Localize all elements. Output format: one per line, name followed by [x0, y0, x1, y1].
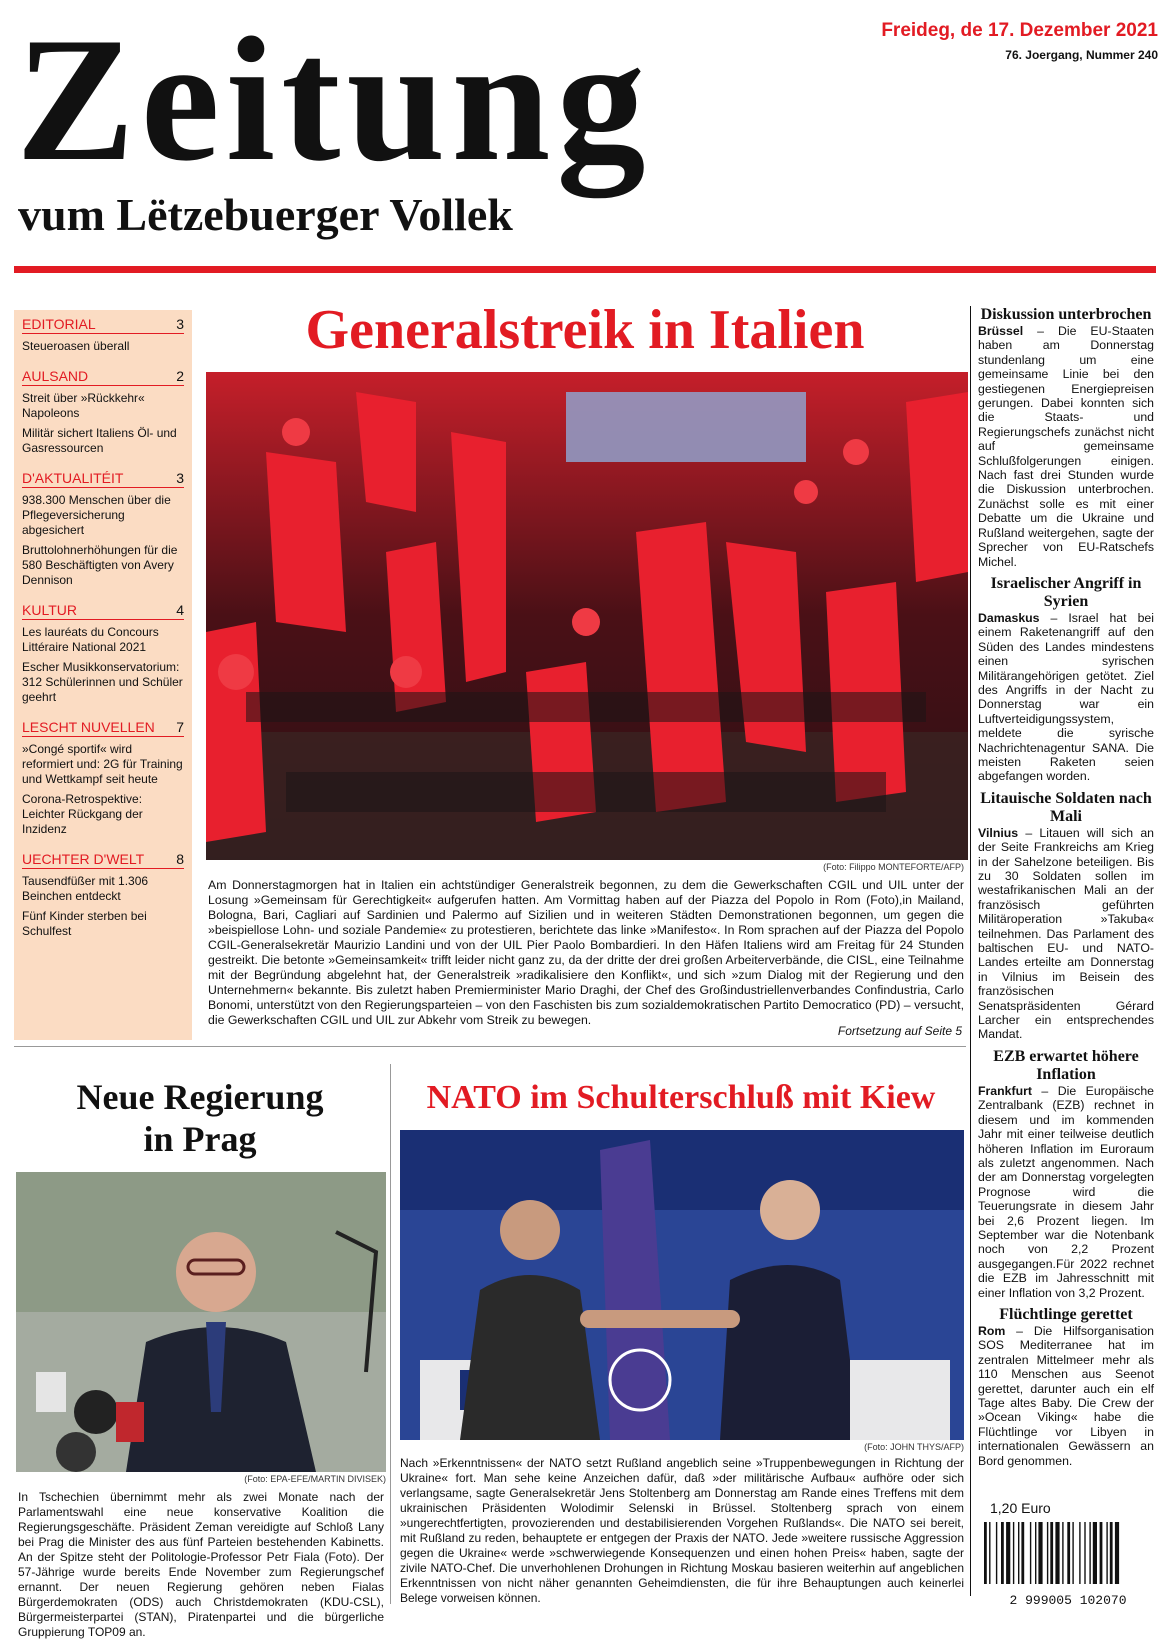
sidebar-section-heading[interactable]	[22, 464, 184, 488]
sidebar-item[interactable]: Les lauréats du Concours Littéraire National 2021	[22, 625, 159, 654]
sidebar-section-heading[interactable]	[22, 845, 184, 869]
barcode-bar	[996, 1522, 997, 1584]
issue-date: Freideg, de 17. Dezember 2021	[881, 20, 1158, 41]
sidebar-section	[22, 310, 184, 354]
section-divider	[14, 1046, 966, 1047]
sidebar-item[interactable]: Escher Musikkonservatorium: 312 Schülerinnen und Schüler geehrt	[22, 660, 183, 704]
price: 1,20 Euro	[990, 1500, 1051, 1516]
sidebar-section-heading[interactable]	[22, 596, 184, 620]
nato-headline: NATO im Schulterschluß mit Kiew	[426, 1079, 936, 1116]
sidebar-section-page: 2	[176, 368, 184, 384]
barcode-bar	[1100, 1522, 1103, 1584]
sidebar-item[interactable]: Corona-Retrospektive: Leichter Rückgang der Inzidenz	[22, 792, 143, 836]
sidebar-item[interactable]: »Congé sportif« wird reformiert und: 2G für Training und Wettkampf seit heute	[22, 742, 183, 786]
barcode-bar	[1050, 1522, 1053, 1584]
barcode-bar	[1035, 1522, 1036, 1584]
barcode-bar	[1047, 1522, 1048, 1584]
barcode-bar	[1106, 1522, 1107, 1584]
prague-photo	[16, 1172, 386, 1472]
sidebar-section-heading[interactable]	[22, 713, 184, 737]
news-brief-title: Flüchtlinge gerettet	[999, 1305, 1133, 1323]
sidebar-section-heading[interactable]	[22, 362, 184, 386]
news-brief-title: EZB erwartet höhere Inflation	[993, 1047, 1139, 1083]
prague-headline	[50, 1076, 350, 1160]
news-brief	[978, 1306, 1154, 1468]
barcode-bar	[1018, 1522, 1019, 1584]
news-brief-dateline: Brüssel	[978, 324, 1024, 338]
news-brief-dateline: Damaskus	[978, 610, 1040, 625]
barcode-bar	[1006, 1522, 1010, 1584]
barcode-bar	[1001, 1522, 1004, 1584]
sidebar-section	[22, 464, 184, 588]
contents-sidebar	[14, 310, 192, 1040]
news-brief-title: Diskussion unterbrochen	[980, 306, 1152, 323]
sidebar-section-name: UECHTER D'WELT	[22, 851, 145, 867]
news-brief-title: Litauische Soldaten nach Mali	[980, 789, 1152, 825]
barcode-bar	[1084, 1522, 1085, 1584]
lead-continued: Fortsetzung auf Seite 5	[837, 1024, 962, 1038]
masthead-title: Zeitung	[16, 0, 652, 198]
barcode-bar	[1021, 1522, 1024, 1584]
lead-photo	[206, 372, 968, 860]
sidebar-section-name: D'AKTUALITÉIT	[22, 470, 124, 486]
barcode-bar	[1072, 1522, 1073, 1584]
news-brief-body: – Die EU-Staaten haben am Donnerstag stundenlang um eine gemeinsame Linie bei den gestiegenen Energiepreisen gerungen. Dabei konnten sich die Staats- und Regierungschefs zunächst nicht auf gemeinsame Schlußfolgerungen einigen. Nach fast drei Stunden wurde die Diskussion unterbrochen. Zunächst solle es mit einer Debatte um die Ukraine und Rußland weitergehen, sagte der Sprecher von EU-Ratschefs Michel.	[978, 324, 1154, 569]
news-brief-text	[978, 1084, 1154, 1300]
lead-photo-credit: (Foto: Filippo MONTEFORTE/AFP)	[823, 862, 964, 872]
barcode	[980, 1522, 1156, 1608]
news-brief-text	[978, 1324, 1154, 1468]
barcode-bar	[1062, 1522, 1063, 1584]
nato-photo	[400, 1130, 964, 1440]
prague-photo-credit: (Foto: EPA-EFE/MARTIN DIVISEK)	[244, 1474, 386, 1484]
sidebar-section-page: 7	[176, 719, 184, 735]
news-brief-text	[978, 826, 1154, 1042]
news-brief	[978, 1048, 1154, 1300]
news-brief-body: – Die Europäische Zentralbank (EZB) rechnet in diesem und im kommenden Jahr mit einer teilweise deutlich höheren Inflation im Euroraum als zuletzt angenommen. Nach der am Donnerstag vorgelegten Prognose wird die Teuerungsrate in diesem Jahr bei 2,6 Prozent liegen. Im September war die Notenbank noch von 2,2 Prozent ausgegangen.Für 2022 rechnet die EZB im Jahresschnitt mit einer Inflation von 3,2 Prozent.	[978, 1083, 1154, 1300]
barcode-bar	[1093, 1522, 1097, 1584]
news-brief	[978, 575, 1154, 784]
news-brief	[978, 306, 1154, 569]
news-brief-body: – Die Hilfsorganisation SOS Mediterranee hat im zentralen Mittelmeer mehr als 110 Menschen aus Seenot gerettet, darunter auch ein elf Tage altes Baby. Die Crew der »Ocean Viking« habe die Flüchtlinge vor Libyen in internationalen Gewässern an Bord genommen.	[978, 1323, 1154, 1468]
news-brief-dateline: Rom	[978, 1323, 1006, 1338]
sidebar-section-name: EDITORIAL	[22, 316, 96, 332]
news-brief	[978, 790, 1154, 1042]
lead-body-text: Am Donnerstagmorgen hat in Italien ein achtstündiger Generalstreik begonnen, zu dem die Gewerkschaften CGIL und UIL unter der Losung »Gemeinsam für Gerechtigkeit« aufgerufen hatten. Am Vormittag haben auf der Piazza del Popolo in Rom (Foto),in Mailand, Bologna, Bari, Cagliari auf Sardinien und Palermo auf Sizilien und in weiteren Städten Demonstrationen begonnen, um gegen die »beispiellose Lohn- und soziale Pandemie« zu protestieren, berichtete das linke »Manifesto«. In Rom sprachen auf der Piazza del Popolo CGIL-Generalsekretär Maurizio Landini und von der UIL Pier Paolo Bombardieri. In den Häfen Italiens wird am Freitag für 24 Stunden gestreikt. Die betonte »Gemeinsamkeit« trifft leider nicht ganz zu, da der dritte der drei großen Arbeiterverbände, die CISL, eine Teilnahme mit der Begründung abgelehnt hat, der Generalstreik »radikalisiere den Konflikt«, und sich »zum Dialog mit der Regierung und den Unternehmern« bekannte. Bis zuletzt haben Premierminister Mario Draghi, der Chef des Großindustriellenverbandes Confindustria, Carlo Bonomi, unterstützt von den Regierungsparteien – von den Faschisten bis zum sozialdemokratischen Partito Democratico (PD) – versucht, die Gewerkschaften CGIL und UIL zur Abkehr vom Streik zu bewegen.	[208, 878, 964, 1027]
nato-body-text: Nach »Erkenntnissen« der NATO setzt Rußland angeblich seine »Truppenbewegungen in Richtung der Ukraine« fort. Man sehe keine Anzeichen dafür, daß »der militärische Aufbau« aufhöre oder sich verlangsame, sagte Generalsekretär Jens Stoltenberg am Donnerstag am Rande eines Treffens mit dem ukrainischen Präsidenten Wolodimir Selenski in Brüssel. Stoltenberg sprach von einem »ungerechtfertigten, provozierenden und destabilisierenden Vorgehen Rußlands«. Die NATO sei bereit, mit Rußland zu reden, behauptete er entgegen der Praxis der NATO. Jede »weitere russische Aggression gegen die Ukraine« werde »schwerwiegende Konsequenzen und einen hohen Preis« haben, sagte der zivile NATO-Chef. Die unverhohlenen Drohungen in Richtung Moskau basieren weiterhin auf angeblichen Erkenntnissen von nicht näher genannten Geheimdiensten, die für ihre Behauptungen auch keinerlei Belege vorweisen können.	[400, 1456, 964, 1605]
news-brief-title: Israelischer Angriff in Syrien	[990, 574, 1142, 610]
prague-headline-line2: in Prag	[143, 1119, 257, 1159]
sidebar-section-page: 4	[176, 602, 184, 618]
prague-headline-line1: Neue Regierung	[76, 1077, 324, 1117]
sidebar-section-page: 3	[176, 470, 184, 486]
prague-body-text: In Tschechien übernimmt mehr als zwei Monate nach der Parlamentswahl eine neue konservative Koalition die Regierungsgeschäfte. Präsident Zeman vereidigte auf Schloß Lany bei Prag die Minister des aus fünf Parteien bestehenden Kabinetts. An der Spitze steht der Politologie-Professor Petr Fiala (Foto). Der 57-Jährige wurde bereits Ende November zum Regierungschef ernannt. Der neuen Regierung gehören neben Fialas Bürgerdemokraten (ODS) auch Christdemokraten (KDU-CSL), Bürgermeisterpartei (STAN), Piratenpartei und die bürgerliche Gruppierung TOP09 an.	[18, 1490, 384, 1639]
sidebar-item[interactable]: Fünf Kinder sterben bei Schulfest	[22, 909, 147, 938]
sidebar-item[interactable]: 938.300 Menschen über die Pflegeversicherung abgesichert	[22, 493, 171, 537]
sidebar-section-heading[interactable]	[22, 310, 184, 334]
sidebar-section-page: 3	[176, 316, 184, 332]
sidebar-section	[22, 713, 184, 837]
sidebar-section-name: LESCHT NUVELLEN	[22, 719, 155, 735]
news-briefs-column	[978, 306, 1154, 1506]
barcode-bar	[1067, 1522, 1070, 1584]
barcode-bar	[1110, 1522, 1113, 1584]
sidebar-section-name: KULTUR	[22, 602, 77, 618]
nato-photo-credit: (Foto: JOHN THYS/AFP)	[864, 1442, 964, 1452]
column-divider	[970, 306, 971, 1596]
news-brief-dateline: Frankfurt	[978, 1083, 1032, 1098]
barcode-bar	[1013, 1522, 1014, 1584]
barcode-bar	[1115, 1522, 1119, 1584]
masthead-rule	[14, 266, 1156, 273]
news-brief-text	[978, 611, 1154, 784]
sidebar-item[interactable]: Streit über »Rückkehr« Napoleons	[22, 391, 145, 420]
sidebar-item[interactable]: Militär sichert Italiens Öl- und Gasressourcen	[22, 426, 177, 455]
prime-minister-image	[16, 1172, 386, 1472]
barcode-number: 2 999005 102070	[1009, 1593, 1127, 1608]
issue-number: 76. Joergang, Nummer 240	[1005, 48, 1158, 62]
barcode-bar	[989, 1522, 990, 1584]
barcode-bar	[1030, 1522, 1031, 1584]
sidebar-section	[22, 362, 184, 456]
barcode-bar	[1038, 1522, 1042, 1584]
sidebar-section-name: AULSAND	[22, 368, 89, 384]
barcode-bars	[980, 1522, 1156, 1592]
news-brief-dateline: Vilnius	[978, 825, 1019, 840]
handshake-image	[400, 1130, 964, 1440]
masthead-subtitle: vum Lëtzebuerger Vollek	[18, 189, 513, 240]
news-brief-body: – Israel hat bei einem Raketenangriff auf den Süden des Landes mindestens einen syrischen Militärangehörigen getötet. Ziel des Angriffs in der Nacht zu Donnerstag war ein Luftverteidigungssystem, meldete die syrische Nachrichtenagentur SANA. Die meisten Raketen seien abgefangen worden.	[978, 610, 1154, 784]
sidebar-item[interactable]: Steueroasen überall	[22, 339, 130, 353]
lead-headline: Generalstreik in Italien	[305, 299, 865, 361]
sidebar-section-page: 8	[176, 851, 184, 867]
news-brief-body: – Litauen will sich an der Seite Frankreichs am Krieg in der Sahelzone beteiligen. Bis zu 30 Soldaten sollen im westafrikanischen Mali an der französisch geführten Militäroperation »Takuba« teilnehmen. Das Parlament des baltischen EU- und NATO-Landes erteilte am Donnerstag in Vilnius im Beisein des französischen Senatspräsidenten Gérard Larcher ein entsprechendes Mandat.	[978, 825, 1154, 1042]
strike-crowd-image	[206, 372, 968, 860]
sidebar-section	[22, 845, 184, 939]
news-brief-text	[978, 324, 1154, 569]
barcode-bar	[1089, 1522, 1090, 1584]
barcode-bar	[1055, 1522, 1059, 1584]
column-divider	[390, 1064, 391, 1604]
barcode-bar	[1079, 1522, 1080, 1584]
sidebar-item[interactable]: Bruttolohnerhöhungen für die 580 Beschäftigten von Avery Dennison	[22, 543, 178, 587]
sidebar-item[interactable]: Tausendfüßer mit 1.306 Beinchen entdeckt	[22, 874, 149, 903]
barcode-bar	[984, 1522, 987, 1584]
sidebar-section	[22, 596, 184, 705]
